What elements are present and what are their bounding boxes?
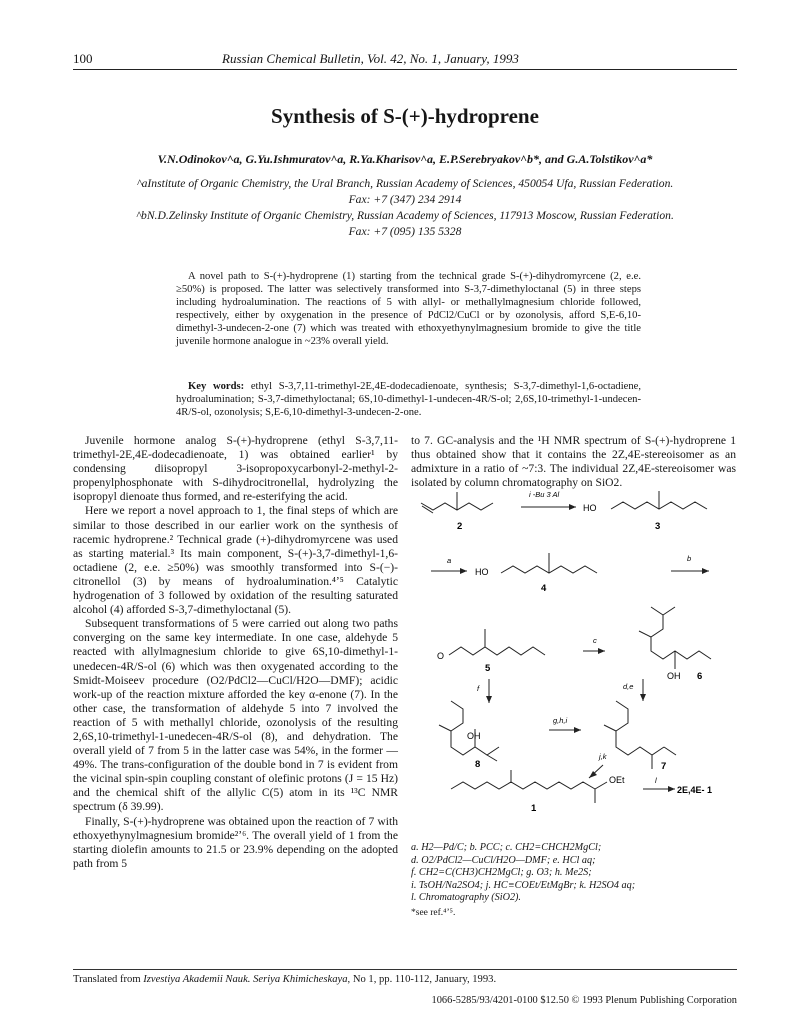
affiliation-a <box>73 176 737 208</box>
reagent-f: f <box>477 684 480 693</box>
arrowhead <box>574 727 581 733</box>
reagent-l: l <box>655 776 657 785</box>
journal-header: Russian Chemical Bulletin, Vol. 42, No. 1, January, 1993 <box>222 51 519 66</box>
article-title: Synthesis of S-(+)-hydroprene <box>271 104 539 128</box>
keywords-text: ethyl S-3,7,11-trimethyl-2E,4E-dodecadienoate, synthesis; S-3,7-dimethyl-1,6-octadiene, hydroalumination; S-3,7-dimethyloctanal; 6S,10-dimethyl-1-undecen-4R/S-ol; 2,6S,10-trimethyl-1-undecen-4R/S-ol, ozonolysis; S,E-6,10-dimethyl-3-undecen-2-one. <box>176 381 641 419</box>
affiliation-a-fax: Fax: +7 (347) 234 2914 <box>348 193 462 206</box>
scheme-note: a. H2—Pd/C; b. PCC; c. CH2=CHCH2MgCl; <box>411 842 602 853</box>
affiliation-b <box>73 208 737 240</box>
paragraph: Subsequent transformations of 5 were carried out along two paths converging on the same key intermediate. In one case, aldehyde 5 reacted with allylmagnesium chloride to give 6S,10-dimethyl-1-unedecen-4R/S-ol (6) which was then oxygenated according to the Smidt-Moiseev procedure (O2/PdCl2—CuCl/H2O—DMF); acidic work-up of the reaction mixture afforded the key α-enone (7). In the other case, the transformation of aldehyde 5 into 7 involved the reaction of 5 with methallyl chloride, ozonolysis of the resulting 2,6S,10-trimethyl-1-unedecen-4R/S-ol (8), and dehydration. The overall yield of 7 from 5 in the latter case was 54%, in the former — 49%. The trans-configuration of the double bond in 7 is evident from the vicinal spin-spin coupling constant of olefinic protons (J = 15 Hz) and the chemical shift of the allylic C(5) atom in its ¹³C NMR spectrum (δ 39.99). <box>73 617 398 814</box>
page-number: 100 <box>73 51 93 66</box>
skeleton-7 <box>616 701 664 755</box>
skeleton-6 <box>651 607 711 659</box>
skeleton-1 <box>451 782 595 789</box>
footer-rule <box>73 969 737 970</box>
arrowhead <box>598 648 605 654</box>
keywords <box>176 380 641 420</box>
compound-number-1: 1 <box>531 803 537 814</box>
group-oh-8: OH <box>467 731 481 741</box>
compound-number-3: 3 <box>655 521 661 532</box>
translation-prefix: Translated from <box>73 974 144 985</box>
translation-suffix: , No 1, pp. 110-112, January, 1993. <box>347 974 497 985</box>
group-ho-4: HO <box>475 567 489 577</box>
group-oh-6: OH <box>667 671 681 681</box>
scheme-note: l. Chromatography (SiO2). <box>411 892 521 903</box>
compound-number-8: 8 <box>475 759 481 770</box>
abstract <box>176 270 641 348</box>
scheme-note: d. O2/PdCl2—CuCl/H2O—DMF; e. HCl aq; <box>411 854 596 866</box>
reagent-ghi: g,h,i <box>553 716 568 725</box>
skeleton-5 <box>449 647 545 655</box>
compound-number-5: 5 <box>485 663 491 674</box>
group-ho-3: HO <box>583 503 597 513</box>
product-label: 2E,4E- 1 <box>677 785 713 795</box>
compound-number-2: 2 <box>457 521 463 532</box>
translation-note <box>73 974 496 985</box>
arrowhead <box>486 696 492 703</box>
reagent-alum: i -Bu 3 Al <box>529 490 560 499</box>
paragraph: Here we report a novel approach to 1, the final steps of which are similar to those described in our earlier work on the synthesis of racemic hydroprene.² Technical grade (+)-dihydromyrcene was used as starting material.³ Its main component, S-(+)-3,7-dimethyl-1,6-octadiene (2, e.e. ≥50%) was smoothly transformed into S-(−)-citronellol (3) by means of hydroalumination.⁴ʼ⁵ Catalytic hydrogenation of 3 followed by oxidation of the resulting saturated alcohol (4) afforded S-3,7-dimethyloctanal (5). <box>73 504 398 617</box>
keywords-label: Key words: <box>188 381 245 392</box>
scheme-note: f. CH2=C(CH3)CH2MgCl; g. O3; h. Me2S; <box>411 867 592 878</box>
affiliation-b-fax: Fax: +7 (095) 135 5328 <box>348 225 462 238</box>
scheme-note: i. TsOH/Na2SO4; j. HC≡COEt/EtMgBr; k. H2SO4 aq; <box>411 879 636 891</box>
reaction-scheme <box>411 475 737 820</box>
header-rule <box>73 69 737 70</box>
compound-number-7: 7 <box>661 761 667 772</box>
body-right-column: to 7. GC-analysis and the ¹H NMR spectrum of S-(+)-hydroprene 1 thus obtained show that it contains the 2Z,4E-stereoisomer as an admixture in a ratio of ~7:3. The individual 2Z,4E-stereoisomer was isolated by column chromatography on SiO2. <box>411 434 736 490</box>
arrowhead <box>569 504 576 510</box>
affiliation-b-address: ^bN.D.Zelinsky Institute of Organic Chemistry, Russian Academy of Sciences, 117913 Moscow, Russian Federation. <box>136 209 674 222</box>
body-left-column <box>73 434 398 871</box>
arrowhead <box>460 568 467 574</box>
author-list: V.N.Odinokov^a, G.Yu.Ishmuratov^a, R.Ya.Kharisov^a, E.P.Serebryakov^b*, and G.A.Tolstikov^a* <box>157 152 653 166</box>
copyright-line: 1066-5285/93/4201-0100 $12.50 © 1993 Plenum Publishing Corporation <box>431 995 737 1006</box>
compound-number-6: 6 <box>697 671 703 682</box>
group-oet-1: OEt <box>609 775 625 785</box>
scheme-notes <box>411 842 737 919</box>
reagent-jk: j,k <box>599 752 607 761</box>
reagent-b: b <box>687 554 692 563</box>
reagent-a: a <box>447 556 452 565</box>
group-o-5: O <box>437 651 445 661</box>
paragraph: Juvenile hormone analog S-(+)-hydroprene (ethyl S-3,7,11-trimethyl-2E,4E-dodecadienoate, 1) was obtained earlier¹ by condensing diisopropyl 3-isopropoxycarbonyl-2-methyl-2-propenylphosphonate with S-dihydrocitronellal, hydrolyzing the isopropyl dienoate thus formed, and re-esterifying the acid. <box>73 434 398 504</box>
translation-source: Izvestiya Akademii Nauk. Seriya Khimicheskaya <box>143 974 348 985</box>
reagent-de: d,e <box>623 682 634 691</box>
arrowhead <box>702 568 709 574</box>
arrowhead <box>640 694 646 701</box>
reagent-c: c <box>593 636 597 645</box>
arrowhead <box>668 786 675 792</box>
scheme-reference: *see ref.⁴ʼ⁵. <box>411 907 456 918</box>
abstract-text: A novel path to S-(+)-hydroprene (1) starting from the technical grade S-(+)-dihydromyrcene (2, e.e. ≥50%) is proposed. The latter was selectively transformed into S-3,7-dimethyloctanal (5) in three steps including hydroalumination. The reactions of 5 with allyl- or methallylmagnesium chloride followed, respectively, either by oxygenation in the presence of PdCl2/CuCl or by ozonolysis, afford S,E-6,10-dimethyl-3-undecen-2-one (7) which was treated with ethoxyethynylmagnesium bromide to give the title juvenile hormone analogue in ~23% overall yield. <box>176 271 641 347</box>
compound-number-4: 4 <box>541 583 547 594</box>
paragraph: Finally, S-(+)-hydroprene was obtained upon the reaction of 7 with ethoxyethynylmagnesium bromide²ʼ⁶. The overall yield of 1 from the starting diolefin amounts to 21.5 or 23.9% depending on the adopted path from 5 <box>73 814 398 870</box>
affiliation-a-address: ^aInstitute of Organic Chemistry, the Ural Branch, Russian Academy of Sciences, 450054 Ufa, Russian Federation. <box>136 177 674 190</box>
